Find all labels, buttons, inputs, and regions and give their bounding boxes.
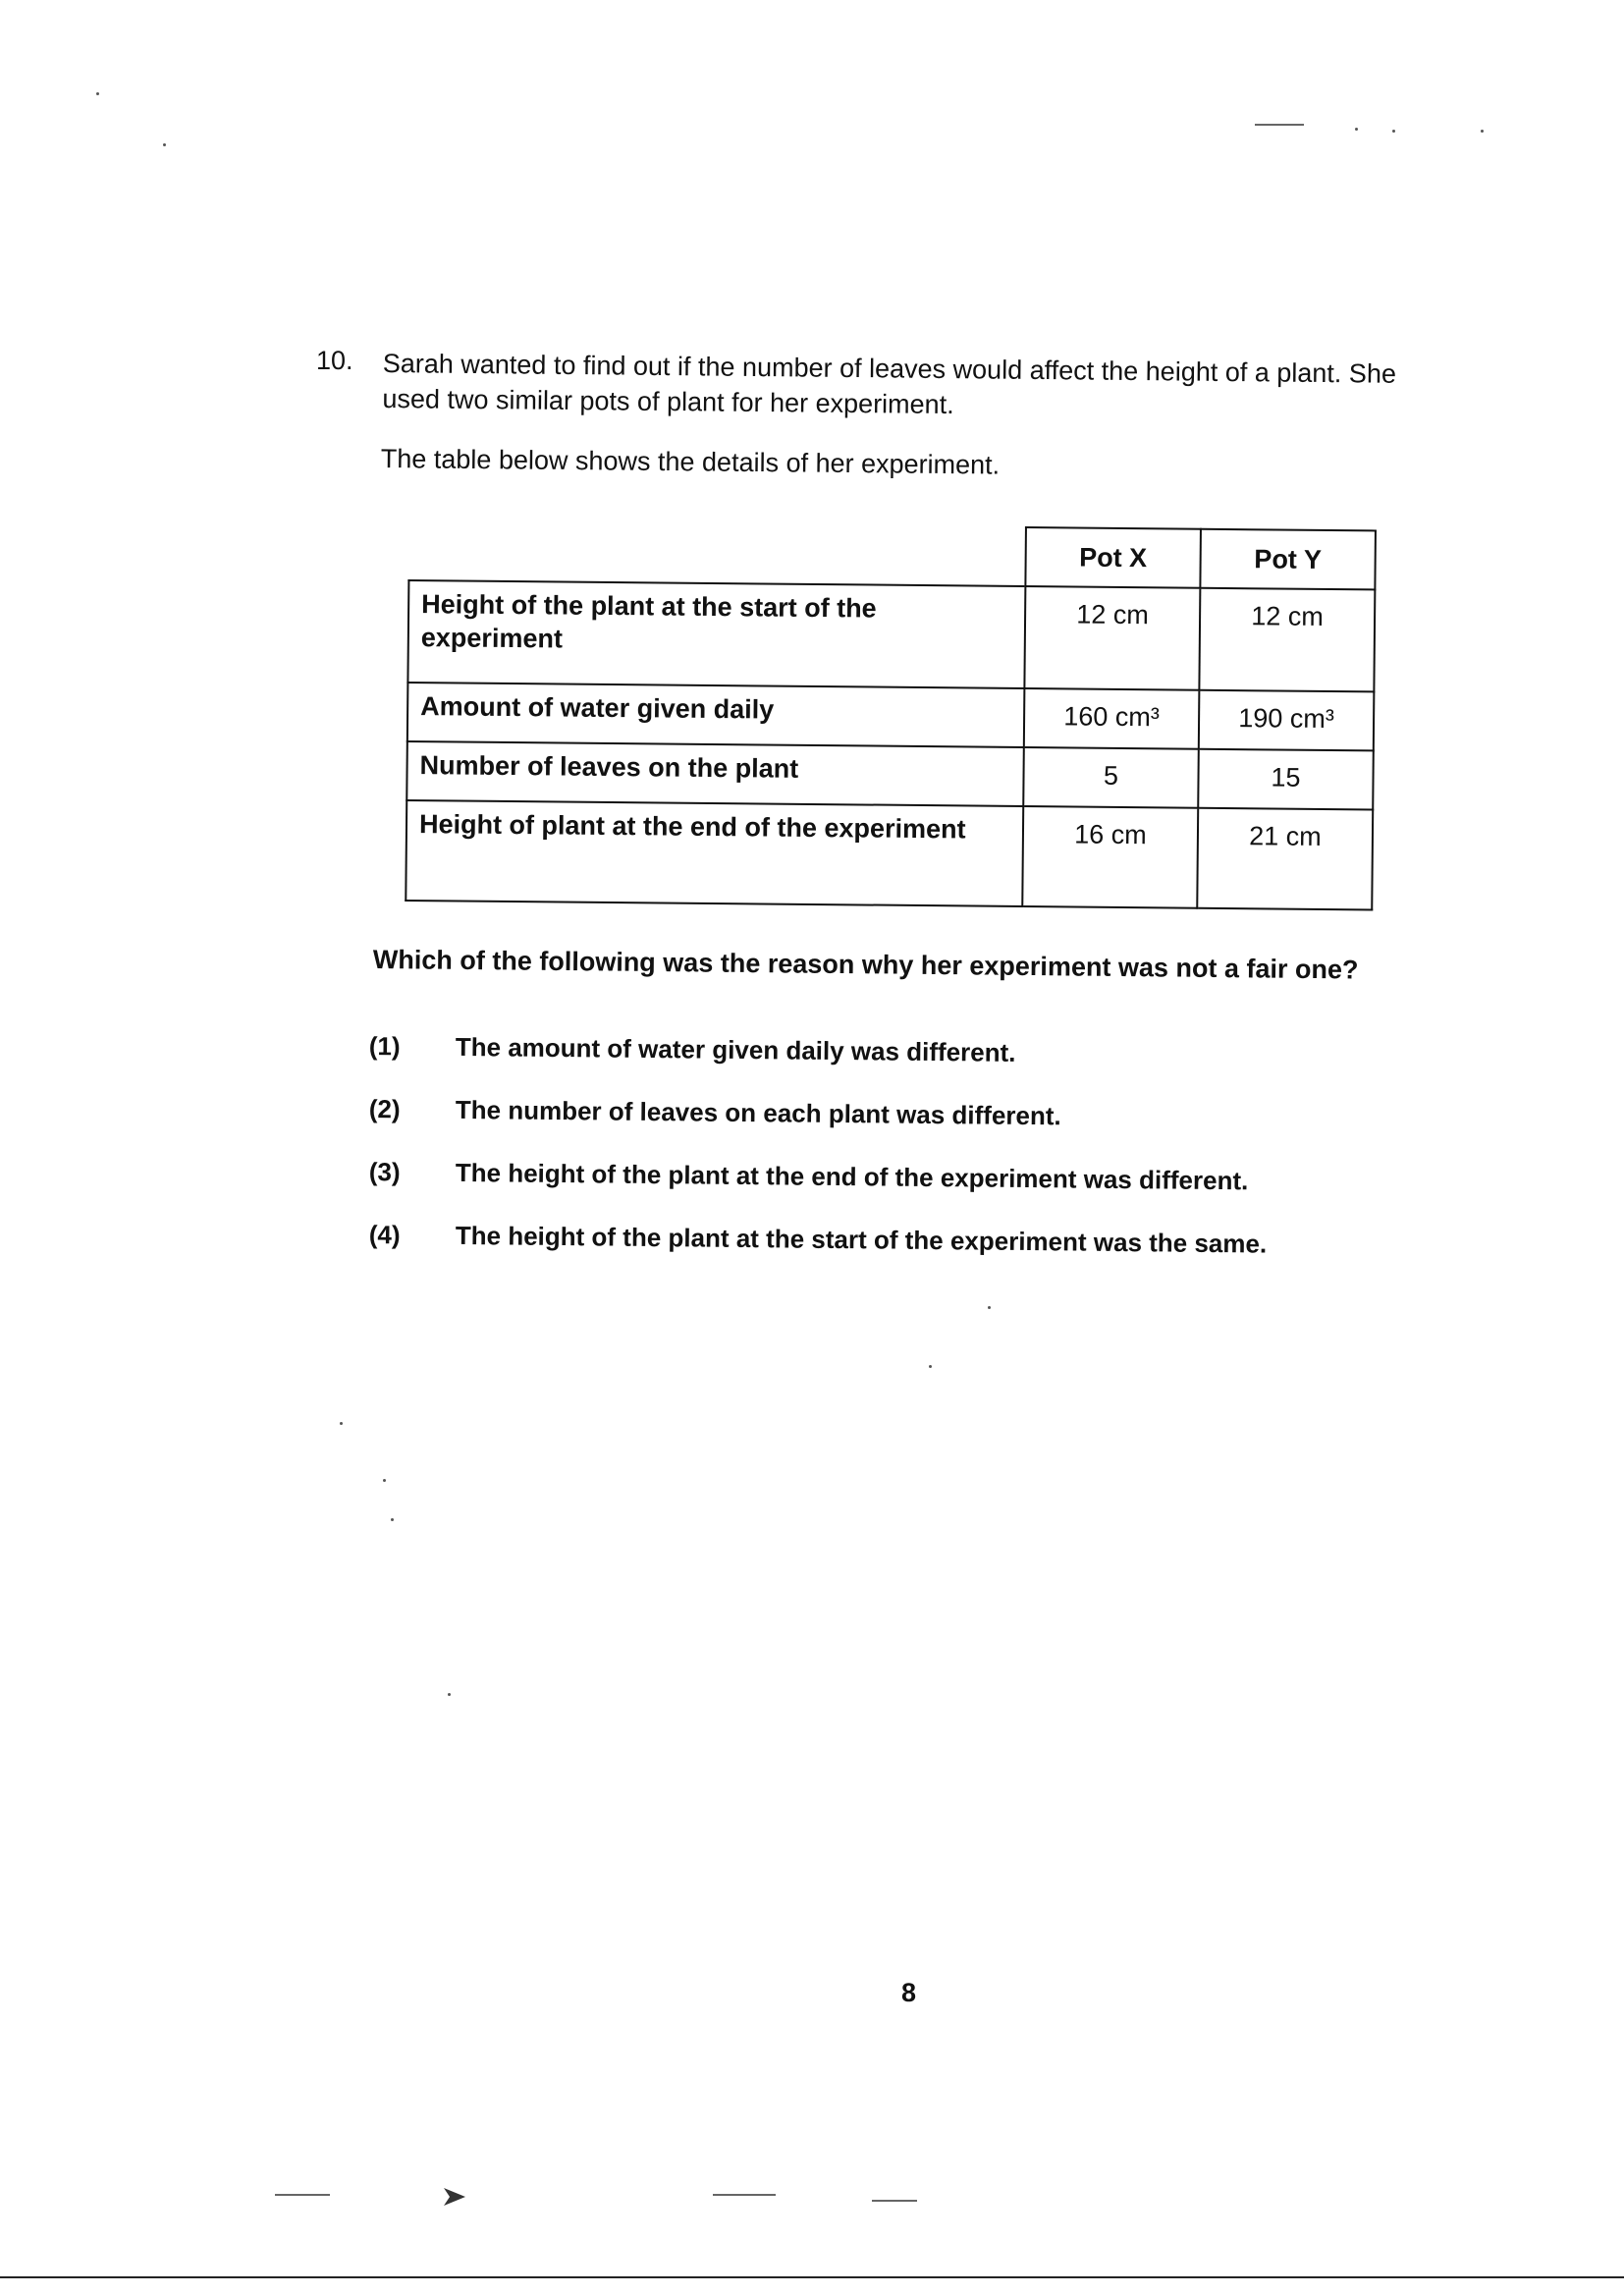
table-row — [406, 741, 1374, 809]
scan-speck — [1481, 130, 1484, 133]
pot-x-value: 16 cm — [1022, 806, 1198, 908]
row-label: Number of leaves on the plant — [406, 741, 1024, 806]
scan-mark — [713, 2194, 776, 2196]
option-number: (2) — [368, 1094, 401, 1124]
pot-y-value: 15 — [1198, 749, 1374, 810]
question-number: 10. — [316, 346, 353, 375]
option-2[interactable] — [369, 1094, 1061, 1131]
pot-x-value: 12 cm — [1024, 586, 1200, 690]
table-row — [407, 683, 1375, 750]
option-text: The height of the plant at the start of the experiment was the same. — [455, 1220, 1268, 1259]
table-header-row — [408, 521, 1376, 589]
scan-mark — [1255, 124, 1304, 126]
table-row — [406, 800, 1373, 909]
option-number: (1) — [368, 1031, 401, 1062]
table-row — [407, 580, 1375, 691]
header-pot-x: Pot X — [1025, 527, 1201, 588]
scan-speck — [988, 1306, 991, 1309]
pot-x-value: 5 — [1023, 747, 1199, 808]
pot-y-value: 12 cm — [1199, 588, 1375, 692]
scan-speck — [163, 143, 166, 146]
pot-x-value: 160 cm³ — [1024, 688, 1200, 749]
option-1[interactable] — [369, 1031, 1016, 1068]
option-text: The amount of water given daily was different. — [455, 1031, 1016, 1067]
scan-speck — [391, 1518, 394, 1521]
option-number: (3) — [368, 1157, 401, 1187]
pot-y-value: 190 cm³ — [1199, 690, 1375, 751]
question-stem — [382, 346, 1492, 428]
row-label: Amount of water given daily — [407, 683, 1025, 747]
scan-speck — [96, 92, 99, 95]
option-3[interactable] — [369, 1157, 1249, 1196]
table-intro: The table below shows the details of her experiment. — [380, 444, 1001, 480]
option-text: The height of the plant at the end of the experiment was different. — [455, 1157, 1249, 1196]
scan-speck — [340, 1422, 343, 1425]
scan-mark — [872, 2200, 917, 2202]
scan-mark — [275, 2194, 330, 2196]
bottom-border-line — [0, 2276, 1624, 2278]
option-number: (4) — [368, 1220, 401, 1250]
experiment-table — [405, 520, 1377, 910]
stem-line-2: used two similar pots of plant for her experiment. — [382, 383, 954, 420]
scan-speck — [1355, 128, 1358, 131]
scan-speck — [448, 1693, 451, 1696]
scan-speck — [383, 1479, 386, 1482]
scan-speck — [1392, 130, 1395, 133]
pointer-mark-icon — [442, 2186, 469, 2208]
option-text: The number of leaves on each plant was different. — [455, 1094, 1061, 1131]
question-prompt: Which of the following was the reason why her experiment was not a fair one? — [372, 945, 1359, 985]
scan-speck — [929, 1365, 932, 1368]
header-pot-y: Pot Y — [1200, 529, 1376, 590]
row-label: Height of plant at the end of the experiment — [406, 800, 1023, 906]
stem-line-1: Sarah wanted to find out if the number of leaves would affect the height of a plant. She — [382, 348, 1397, 389]
row-label: Height of the plant at the start of the experiment — [407, 580, 1025, 688]
header-blank-cell — [408, 521, 1026, 586]
pot-y-value: 21 cm — [1197, 808, 1373, 910]
page-number: 8 — [901, 1978, 917, 2007]
option-4[interactable] — [369, 1220, 1268, 1260]
